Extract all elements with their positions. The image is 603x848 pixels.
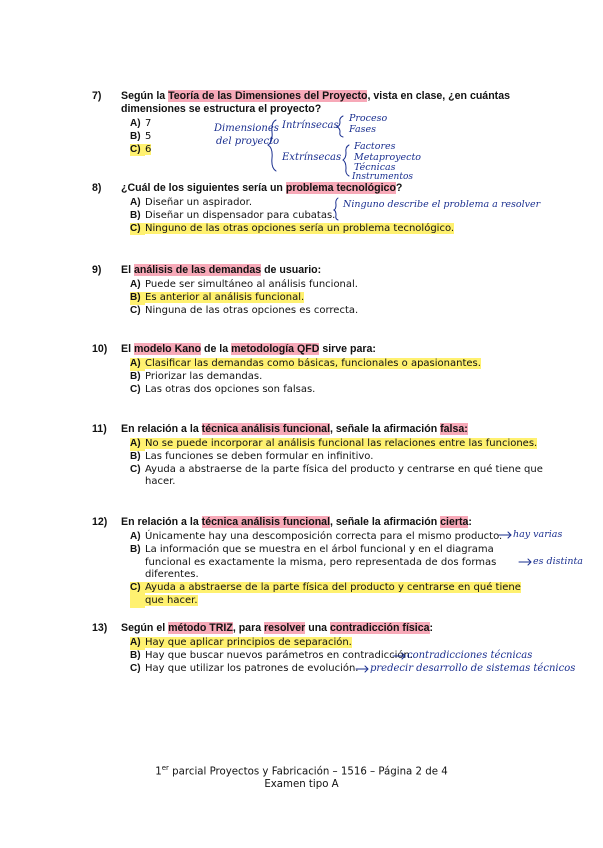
option-a: A) Únicamente hay una descomposición correcta para el mismo producto. [130,531,503,542]
highlight: método TRIZ [168,622,233,634]
option-b: B) Hay que buscar nuevos parámetros en contradicción. [130,649,414,661]
hand-note-proceso: Proceso [349,113,388,124]
highlight: problema tecnológico [285,182,396,194]
question-text: En relación a la técnica análisis funcional, señale la afirmación cierta: [121,516,472,528]
question-text: El análisis de las demandas de usuario: [121,264,322,276]
option-b: B) Diseñar un dispensador para cubatas. [130,209,336,221]
option-a: A) No se puede incorporar al análisis funcional las relaciones entre las funciones. [130,438,538,449]
footer-line-2: Examen tipo A [264,779,339,791]
option-c: C) Ayuda a abstraerse de la parte física del producto y centrarse en qué tiene que hacer. [130,582,521,606]
highlight: modelo Kano [133,343,202,355]
option-c: C) 6 [130,143,152,155]
highlight: cierta [440,516,469,528]
footer-line-1: 1er parcial Proyectos y Fabricación – 1516 – Página 2 de 4 [155,764,448,778]
hand-note-fases: Fases [349,124,376,135]
hand-note-q13b: contradicciones técnicas [407,650,533,661]
hand-note-extrinsecas: Extrínsecas [282,152,342,163]
option-a: A) Clasificar las demandas como básicas, funcionales o apasionantes. [130,358,481,369]
question-text: Según la Teoría de las Dimensiones del Proyecto, vista en clase, ¿en cuántas dimensiones se estructura el proyecto? [121,90,510,115]
question-text: En relación a la técnica análisis funcional, señale la afirmación falsa: [121,423,468,435]
hand-note-q12b: es distinta [533,556,583,567]
highlight: metodología QFD [231,343,320,355]
highlight: contradicción física [330,622,430,634]
question-text: Según el método TRIZ, para resolver una contradicción física: [121,622,434,634]
hand-note-intrinsecas: Intrínsecas [282,120,339,131]
option-c: C) Ayuda a abstraerse de la parte física del producto y centrarse en qué tiene que hacer. [130,463,543,488]
page-footer [0,762,603,791]
highlight: técnica análisis funcional [201,423,331,435]
option-a: A) 7 [130,118,152,129]
option-a: A) Puede ser simultáneo al análisis funcional. [130,279,358,290]
hand-note-dimensiones-1: Dimensiones [214,123,279,134]
arrow-q12b [519,559,531,565]
option-c: C) Ninguno de las otras opciones sería un problema tecnológico. [130,222,455,234]
question-number: 10) [92,343,108,355]
arrow-q12a [499,532,511,538]
brace-extrinsecas [343,145,349,176]
hand-note-metaproyecto: Metaproyecto [354,152,422,163]
hand-note-dimensiones-2: del proyecto [216,136,280,147]
highlight: análisis de las demandas [133,264,262,276]
question-text: El modelo Kano de la metodología QFD sirve para: [121,343,376,355]
arrow-q13b [393,653,405,659]
option-c: C) Las otras dos opciones son falsas. [130,383,316,395]
arrow-q13c [356,666,368,672]
highlight: falsa: [440,423,468,435]
question-number: 13) [92,622,108,634]
highlight: Teoría de las Dimensiones del Proyecto [168,90,368,102]
hand-note-instrumentos: Instrumentos [352,172,413,182]
brace-q8 [334,198,338,220]
hand-note-factores: Factores [354,141,396,152]
option-a: A) Diseñar un aspirador. [130,197,252,208]
option-b: B) 5 [130,130,152,142]
hand-note-q12a: hay varias [513,529,563,540]
question-number: 8) [92,182,102,194]
option-a: A) Hay que aplicar principios de separación. [130,637,352,648]
question-text: ¿Cuál de los siguientes sería un problema tecnológico? [121,182,403,194]
highlight: técnica análisis funcional [201,516,331,528]
question-number: 12) [92,516,108,528]
question-number: 9) [92,264,102,276]
question-number: 11) [92,423,107,435]
hand-note-q8: Ninguno describe el problema a resolver [343,199,541,210]
option-b: B) Es anterior al análisis funcional. [130,291,305,303]
option-b: B) Priorizar las demandas. [130,370,263,382]
highlight: resolver [264,622,306,634]
hand-note-q13c: predecir desarrollo de sistemas técnicos [370,663,576,674]
question-number: 7) [92,90,102,102]
option-b: B) Las funciones se deben formular en infinitivo. [130,450,374,462]
option-b: B) La información que se muestra en el árbol funcional y en el diagrama funcional es exactamente la misma, pero representada de dos formas diferentes. [130,543,497,581]
hand-note-tecnicas: Técnicas [354,162,396,173]
option-c: C) Hay que utilizar los patrones de evolución. [130,662,359,674]
option-c: C) Ninguna de las otras opciones es correcta. [130,304,359,316]
